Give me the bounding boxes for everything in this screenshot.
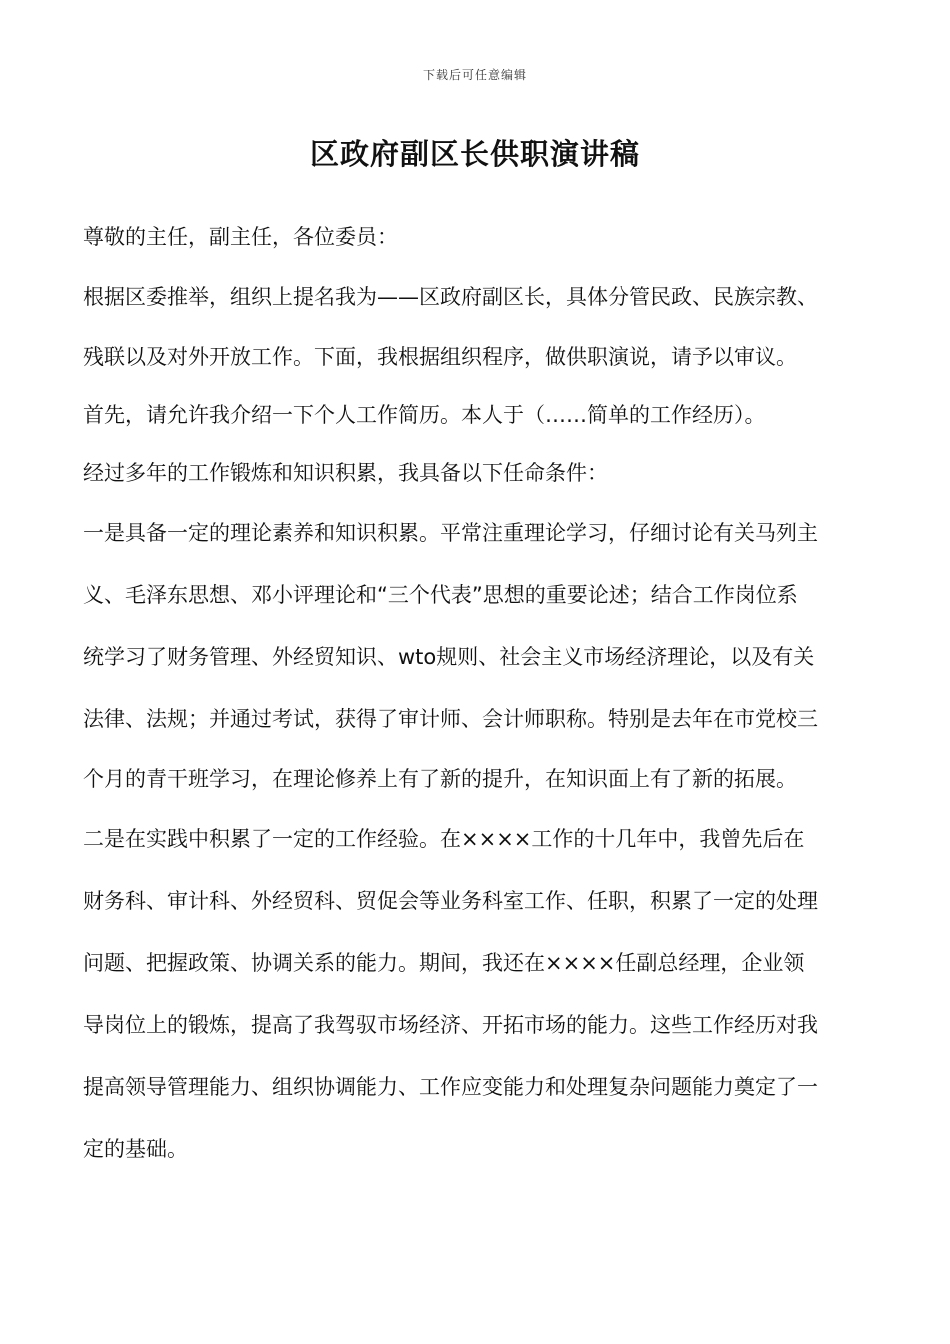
body-line: 提高领导管理能力、组织协调能力、工作应变能力和处理复杂问题能力奠定了一 (83, 1075, 818, 1099)
document-title: 区政府副区长供职演讲稿 (309, 137, 640, 171)
body-line-salutation: 尊敬的主任，副主任，各位委员： (83, 225, 398, 249)
body-line: 根据区委推举，组织上提名我为——区政府副区长，具体分管民政、民族宗教、 (83, 285, 818, 309)
header-note: 下载后可任意编辑 (422, 68, 527, 82)
body-line: 统学习了财务管理、外经贸知识、wto规则、社会主义市场经济理论，以及有关 (83, 645, 815, 669)
body-line: 财务科、审计科、外经贸科、贸促会等业务科室工作、任职，积累了一定的处理 (83, 889, 818, 913)
body-line: 定的基础。 (83, 1137, 188, 1161)
body-line: 一是具备一定的理论素养和知识积累。平常注重理论学习，仔细讨论有关马列主 (83, 521, 818, 545)
body-line: 经过多年的工作锻炼和知识积累，我具备以下任命条件： (83, 461, 608, 485)
document-body (83, 208, 875, 1180)
body-line: 问题、把握政策、协调关系的能力。期间，我还在××××任副总经理，企业领 (83, 951, 805, 975)
body-line: 法律、法规；并通过考试，获得了审计师、会计师职称。特别是去年在市党校三 (83, 707, 818, 731)
body-line: 二是在实践中积累了一定的工作经验。在××××工作的十几年中，我曾先后在 (83, 827, 805, 851)
body-line: 义、毛泽东思想、邓小评理论和“三个代表”思想的重要论述；结合工作岗位系 (83, 583, 798, 607)
body-line: 个月的青干班学习，在理论修养上有了新的提升，在知识面上有了新的拓展。 (83, 767, 797, 791)
body-line: 残联以及对外开放工作。下面，我根据组织程序，做供职演说，请予以审议。 (83, 345, 797, 369)
body-line: 导岗位上的锻炼，提高了我驾驭市场经济、开拓市场的能力。这些工作经历对我 (83, 1013, 818, 1037)
body-line: 首先，请允许我介绍一下个人工作简历。本人于（……简单的工作经历）。 (83, 403, 766, 427)
